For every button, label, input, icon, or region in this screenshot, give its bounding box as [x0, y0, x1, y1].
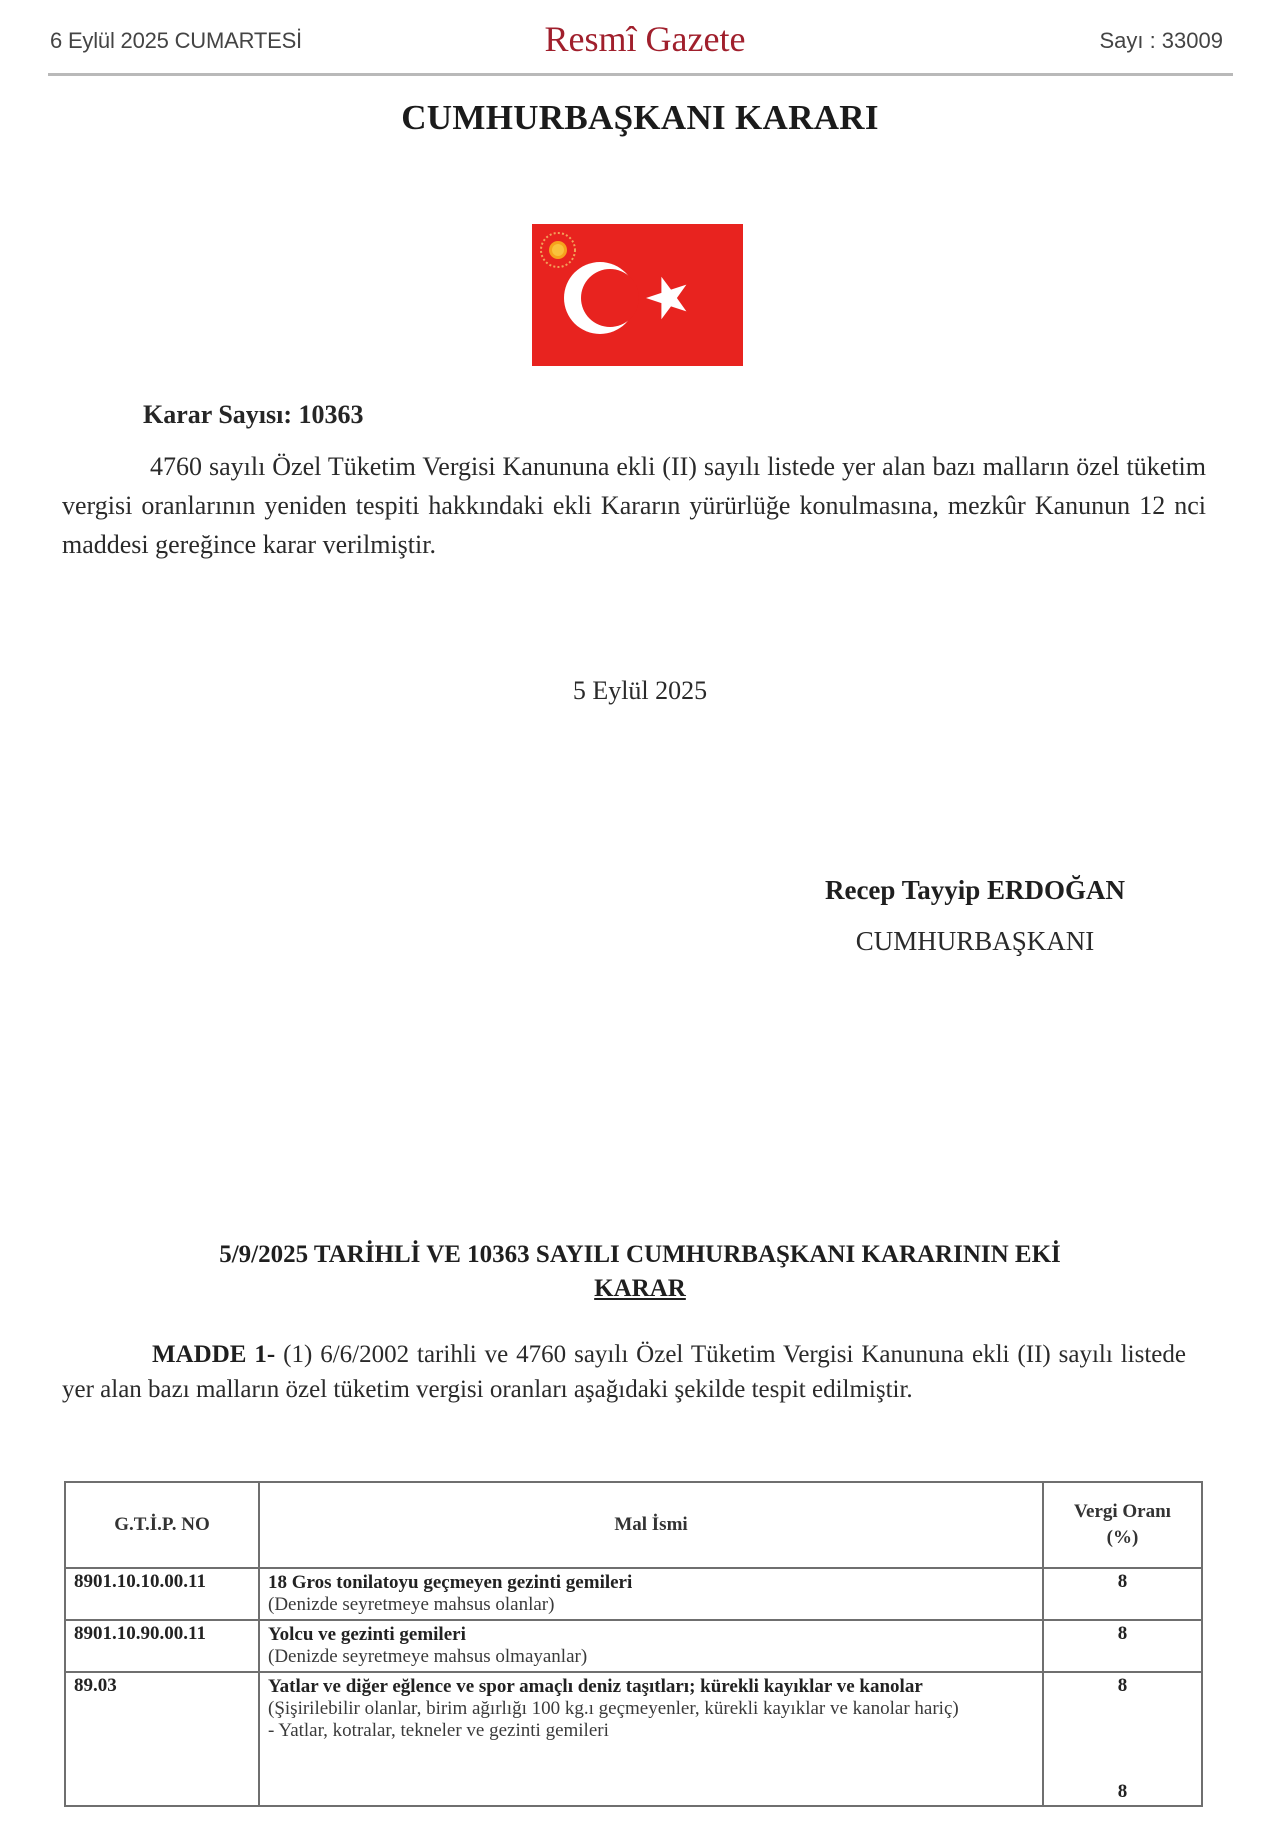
masthead-date: 6 Eylül 2025 CUMARTESİ	[50, 28, 302, 53]
article-1	[62, 1337, 1186, 1407]
masthead-divider	[48, 73, 1233, 76]
product-name: Yolcu ve gezinti gemileri	[268, 1624, 466, 1645]
gtip-code: 89.03	[65, 1672, 259, 1806]
tax-rate: 8	[1117, 1623, 1128, 1644]
table-header-row	[65, 1482, 1202, 1568]
masthead-title	[0, 18, 1280, 60]
tax-rate: 8	[1117, 1675, 1128, 1696]
table-row	[65, 1620, 1202, 1672]
decision-paragraph-text: 4760 sayılı Özel Tüketim Vergisi Kanununa ekli (II) sayılı listede yer alan bazı malların özel tüketim vergisi oranlarının yeniden tespiti hakkındaki ekli Kararın yürürlüğe konulmasına, mezkûr Kanunun 12 nci maddesi gereğince karar verilmiştir.	[62, 452, 1206, 559]
product-note: (Denizde seyretmeye mahsus olanlar)	[268, 1594, 555, 1615]
table-row	[65, 1672, 1202, 1806]
product-name-cell	[259, 1568, 1043, 1620]
tax-rate: 8	[1117, 1571, 1128, 1592]
product-note: (Şişirilebilir olanlar, birim ağırlığı 100 kg.ı geçmeyenler, kürekli kayıklar ve kanolar hariç)	[268, 1698, 959, 1719]
header-tax-rate	[1043, 1482, 1202, 1568]
table-row	[65, 1568, 1202, 1620]
masthead-issue-number: Sayı : 33009	[1099, 28, 1223, 53]
tax-rate-cell	[1043, 1672, 1202, 1806]
gazette-name: Resmî Gazete	[544, 19, 746, 59]
header-tax-rate-line1: Vergi Oranı	[1074, 1501, 1171, 1522]
document-title: CUMHURBAŞKANI KARARI	[401, 98, 879, 137]
tax-rate-cell	[1043, 1620, 1202, 1672]
signer-title: CUMHURBAŞKANI	[855, 926, 1095, 956]
header-product-name: Mal İsmi	[259, 1482, 1043, 1568]
tax-rate-cell	[1043, 1568, 1202, 1620]
product-name: 18 Gros tonilatoyu geçmeyen gezinti gemileri	[268, 1572, 633, 1593]
article-text: (1) 6/6/2002 tarihli ve 4760 sayılı Özel Tüketim Vergisi Kanununa ekli (II) sayılı listede yer alan bazı malların özel tüketim vergisi oranları aşağıdaki şekilde tespit edilmiştir.	[62, 1341, 1186, 1403]
decision-paragraph	[62, 447, 1206, 564]
signer-name: Recep Tayyip ERDOĞAN	[824, 875, 1126, 905]
annex-title	[0, 1238, 1280, 1306]
gtip-code: 8901.10.90.00.11	[65, 1620, 259, 1672]
annex-title-line1: 5/9/2025 TARİHLİ VE 10363 SAYILI CUMHURBAŞKANI KARARININ EKİ	[219, 1241, 1061, 1268]
annex-title-line2: KARAR	[594, 1275, 686, 1302]
tax-rate-sub-item: 8	[1117, 1781, 1128, 1802]
gtip-code: 8901.10.10.00.11	[65, 1568, 259, 1620]
header-gtip-no: G.T.İ.P. NO	[65, 1482, 259, 1568]
product-note: (Denizde seyretmeye mahsus olmayanlar)	[268, 1646, 588, 1667]
product-name: Yatlar ve diğer eğlence ve spor amaçlı deniz taşıtları; kürekli kayıklar ve kanolar	[268, 1676, 923, 1697]
tax-rates-table	[64, 1481, 1203, 1807]
product-name-cell	[259, 1620, 1043, 1672]
decision-number: Karar Sayısı: 10363	[143, 400, 364, 429]
article-label: MADDE 1-	[152, 1341, 276, 1368]
header-tax-rate-line2: (%)	[1106, 1527, 1139, 1548]
product-name-cell	[259, 1672, 1043, 1806]
decision-date: 5 Eylül 2025	[572, 676, 708, 705]
product-sub-item: - Yatlar, kotralar, tekneler ve gezinti gemileri	[268, 1720, 609, 1741]
turkish-flag-icon	[532, 224, 743, 366]
